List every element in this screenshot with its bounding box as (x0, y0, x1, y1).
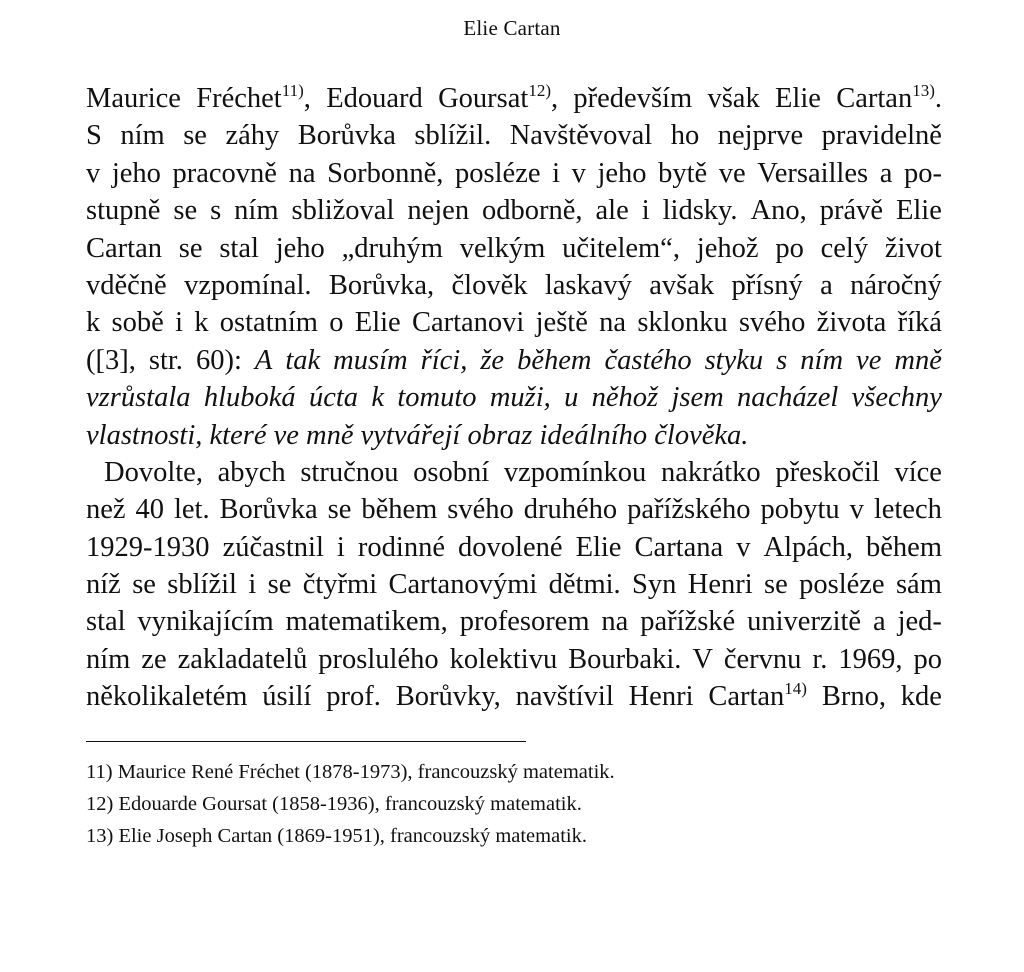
body-word: i (248, 569, 257, 601)
body-word: kolektivu (449, 643, 558, 675)
body-word: ním (234, 195, 279, 227)
quoted-text: všechny (851, 382, 942, 414)
body-word: ještě (535, 307, 588, 339)
text-line (86, 678, 942, 715)
body-word: vděčně (86, 269, 167, 301)
body-word: sbližoval (291, 195, 395, 227)
body-word: laskavý (544, 269, 632, 301)
body-word: Dovolte, (104, 456, 203, 488)
footnote-marker: 12) (528, 81, 551, 100)
body-word: člověk (451, 269, 528, 301)
body-word: učitelem“, (562, 232, 680, 264)
body-word: , (303, 83, 311, 114)
body-word: a (879, 157, 893, 189)
quoted-text: styku (704, 344, 764, 376)
text-line (86, 304, 942, 341)
text-line (86, 641, 942, 678)
body-word: se (173, 195, 198, 227)
body-word: záhy (225, 120, 280, 152)
body-word: čtyřmi (302, 569, 378, 601)
body-word: života (816, 307, 887, 339)
quoted-text: mně (894, 344, 942, 376)
body-word: bytě (658, 157, 708, 189)
body-word: dovolené (458, 531, 563, 563)
body-word: nejen (407, 195, 470, 227)
body-word: i (552, 157, 561, 189)
text-line (86, 192, 942, 229)
body-word: matematikem, (285, 606, 448, 638)
quoted-text: nacházel (737, 382, 839, 414)
text-line (86, 230, 942, 267)
body-word: pařížské (640, 606, 736, 638)
body-word: Borůvky, (395, 681, 501, 713)
body-word: než (86, 494, 126, 526)
quoted-text: jsem (671, 382, 724, 414)
body-word: se (178, 232, 203, 264)
body-word: vynikajícím (137, 606, 274, 638)
body-word: svého (738, 307, 806, 339)
body-word: 60): (195, 344, 242, 376)
body-word: jeho (597, 157, 647, 189)
body-word: str. (148, 344, 183, 376)
quoted-text: tak (285, 344, 321, 376)
body-word: Navštěvoval (509, 120, 653, 152)
body-word: Syn (632, 569, 677, 601)
body-word: sklonku (637, 307, 728, 339)
body-word: sblížil (167, 569, 237, 601)
body-word: vzpomínkou (503, 456, 647, 488)
body-word: stručnou (300, 456, 399, 488)
footnote-12: 12) Edouarde Goursat (1858-1936), francouzský matematik. (86, 793, 582, 815)
body-word: jeho (275, 232, 325, 264)
body-word: stal (219, 232, 259, 264)
body-word: po (913, 643, 942, 675)
quoted-text: hluboká (203, 382, 296, 414)
body-word: Elie (575, 531, 622, 563)
body-word: celý (820, 232, 869, 264)
body-word: ním (120, 120, 165, 152)
body-word: nakrátko (660, 456, 761, 488)
body-word: v (86, 157, 101, 189)
text-line (86, 529, 942, 566)
body-word: především (573, 83, 693, 114)
body-word: Alpách, (763, 531, 853, 563)
body-word: Cartan (836, 83, 913, 114)
body-word: během (866, 531, 942, 563)
quoted-text: že (480, 344, 505, 376)
body-word: ostatním (219, 307, 318, 339)
body-word: i (336, 531, 345, 563)
quoted-text: něhož (591, 382, 659, 414)
body-word: Borůvka (219, 494, 318, 526)
running-head-title: Elie Cartan (463, 16, 561, 40)
quoted-text: s (776, 344, 788, 376)
body-word: nejprve (717, 120, 804, 152)
body-word: přeskočil (775, 456, 880, 488)
footnote-marker: 14) (784, 679, 807, 699)
body-word: pobytu (760, 494, 840, 526)
quoted-text: ve (856, 344, 882, 376)
text-line (86, 454, 942, 491)
body-word: navštívil (515, 681, 614, 713)
body-word: na (601, 606, 629, 638)
quoted-text: muži, (489, 382, 551, 414)
body-word: 1969, (838, 643, 903, 675)
quoted-text: musím (333, 344, 408, 376)
text-line (86, 417, 942, 454)
body-word: Henri (687, 569, 753, 601)
body-word: v (571, 157, 586, 189)
body-word: ho (670, 120, 700, 152)
body-word: r. (812, 643, 828, 675)
text-line (86, 342, 942, 379)
quoted-text: vlastnosti, které ve mně vytvářejí obraz ideálního člověka. (86, 419, 749, 451)
body-word: Cartan (708, 681, 785, 713)
body-word: ale (595, 195, 629, 227)
body-word: pařížského (627, 494, 751, 526)
body-word: i (641, 195, 650, 227)
quoted-text: tomuto (397, 382, 477, 414)
body-word: lidsky. (662, 195, 738, 227)
body-word: právě (819, 195, 884, 227)
quoted-text: říci, (420, 344, 468, 376)
body-word: S (86, 120, 102, 152)
body-word: , (550, 83, 559, 114)
body-word: však (707, 83, 760, 114)
body-word: dětmi. (548, 569, 621, 601)
body-word: „druhým (341, 232, 443, 264)
body-word: stal (86, 606, 126, 638)
body-word: říká (897, 307, 942, 339)
body-word: s (210, 195, 222, 227)
body-word: vzpomínal. (184, 269, 312, 301)
body-word: a (820, 269, 833, 301)
text-line (86, 155, 942, 192)
body-word: odborně, (482, 195, 583, 227)
body-word: se (327, 494, 352, 526)
body-word: jehož (696, 232, 759, 264)
footnotes (86, 756, 786, 852)
body-word: Sorbonně, (327, 157, 444, 189)
text-line (86, 491, 942, 528)
text-line (86, 267, 942, 304)
text-line (86, 80, 942, 117)
body-word: Cartanovi (411, 307, 525, 339)
body-word: náročný (850, 269, 942, 301)
body-word: 1929-1930 (86, 531, 210, 563)
body-word: Borůvka, (328, 269, 435, 301)
body-word: ([3], (86, 344, 136, 376)
body-word: Fréchet (196, 83, 282, 114)
body-word: k (86, 307, 101, 339)
body-word: rodinné (357, 531, 445, 563)
body-word: letech (873, 494, 942, 526)
body-word: po (775, 232, 804, 264)
footnote-11: 11) Maurice René Fréchet (1878-1973), francouzský matematik. (86, 761, 615, 783)
body-word: ve (718, 157, 746, 189)
footnote-marker: 11) (281, 81, 304, 100)
body-word: se (764, 569, 788, 601)
body-word: proslulého (318, 643, 439, 675)
body-word: k (194, 307, 209, 339)
body-word: let. (173, 494, 210, 526)
body-word: několikaletém (86, 681, 248, 713)
body-word: přísný (731, 269, 803, 301)
body-word: pracovně (172, 157, 277, 189)
body-word: ze (141, 643, 167, 675)
body-word: univerzitě (747, 606, 862, 638)
quoted-text: A (254, 344, 273, 376)
body-word: sám (895, 569, 942, 601)
body-word: Cartanovými (388, 569, 538, 601)
body-word: červnu (723, 643, 802, 675)
text-line (86, 566, 942, 603)
body-word: Elie (354, 307, 401, 339)
body-word: se (132, 569, 156, 601)
body-word: po- (903, 157, 942, 189)
body-word: ním (86, 643, 131, 675)
body-word: velkým (459, 232, 546, 264)
body-word: . (934, 83, 942, 114)
body-word: jed- (897, 606, 942, 638)
body-word: abych (217, 456, 286, 488)
body-word: Edouard (326, 83, 423, 114)
body-word: Borůvka (297, 120, 396, 152)
quoted-text: vzrůstala (86, 382, 191, 414)
quoted-text: u (564, 382, 579, 414)
body-word: Brno, (821, 681, 886, 713)
body-word: sblížil. (414, 120, 492, 152)
footnote-13: 13) Elie Joseph Cartan (1869-1951), francouzský matematik. (86, 825, 587, 847)
body-word: Cartana (634, 531, 724, 563)
body-word: níž (86, 569, 121, 601)
body-word: prof. (326, 681, 381, 713)
body-word: stupně (86, 195, 161, 227)
body-word: zúčastnil (222, 531, 324, 563)
quoted-text: ním (800, 344, 844, 376)
body-word: avšak (649, 269, 715, 301)
text-line (86, 379, 942, 416)
body-word: kde (900, 681, 942, 713)
body-word: i (175, 307, 183, 339)
body-word: Cartan (86, 232, 162, 264)
body-word: Ano, (750, 195, 807, 227)
body-word: Elie (895, 195, 942, 227)
body-word: posléze (799, 569, 885, 601)
quoted-text: během (517, 344, 592, 376)
body-word: na (288, 157, 316, 189)
body-word: Maurice (86, 83, 181, 114)
body-word: Bourbaki. (568, 643, 682, 675)
body-word: během (361, 494, 438, 526)
text-line (86, 117, 942, 154)
body-word: a (873, 606, 886, 638)
quoted-text: častého (604, 344, 692, 376)
body-word: osobní (413, 456, 490, 488)
body-word: úsilí (262, 681, 312, 713)
footnote-marker: 13) (912, 81, 935, 100)
body-word: se (267, 569, 292, 601)
quoted-text: k (371, 382, 385, 414)
body-word: Elie (775, 83, 821, 114)
body-word: Versailles (757, 157, 869, 189)
body-word: profesorem (459, 606, 590, 638)
text-line (86, 603, 942, 640)
body-word: posléze (455, 157, 541, 189)
body-word: o (329, 307, 344, 339)
body-word: Henri (628, 681, 694, 713)
body-word: zakladatelů (177, 643, 308, 675)
body-word: svého (447, 494, 514, 526)
body-word: na (599, 307, 627, 339)
body-word: pravidelně (821, 120, 942, 152)
body-word: druhého (523, 494, 618, 526)
body-word: 40 (135, 494, 165, 526)
body-text (86, 80, 942, 716)
quoted-text: úcta (308, 382, 359, 414)
body-word: v (849, 494, 864, 526)
body-word: více (894, 456, 942, 488)
footnote-divider (86, 741, 526, 742)
body-word: jeho (111, 157, 161, 189)
body-word: V (692, 643, 713, 675)
body-word: se (183, 120, 207, 152)
body-word: život (884, 232, 942, 264)
body-word: v (736, 531, 751, 563)
body-word: Goursat (438, 83, 529, 114)
body-word: sobě (111, 307, 164, 339)
